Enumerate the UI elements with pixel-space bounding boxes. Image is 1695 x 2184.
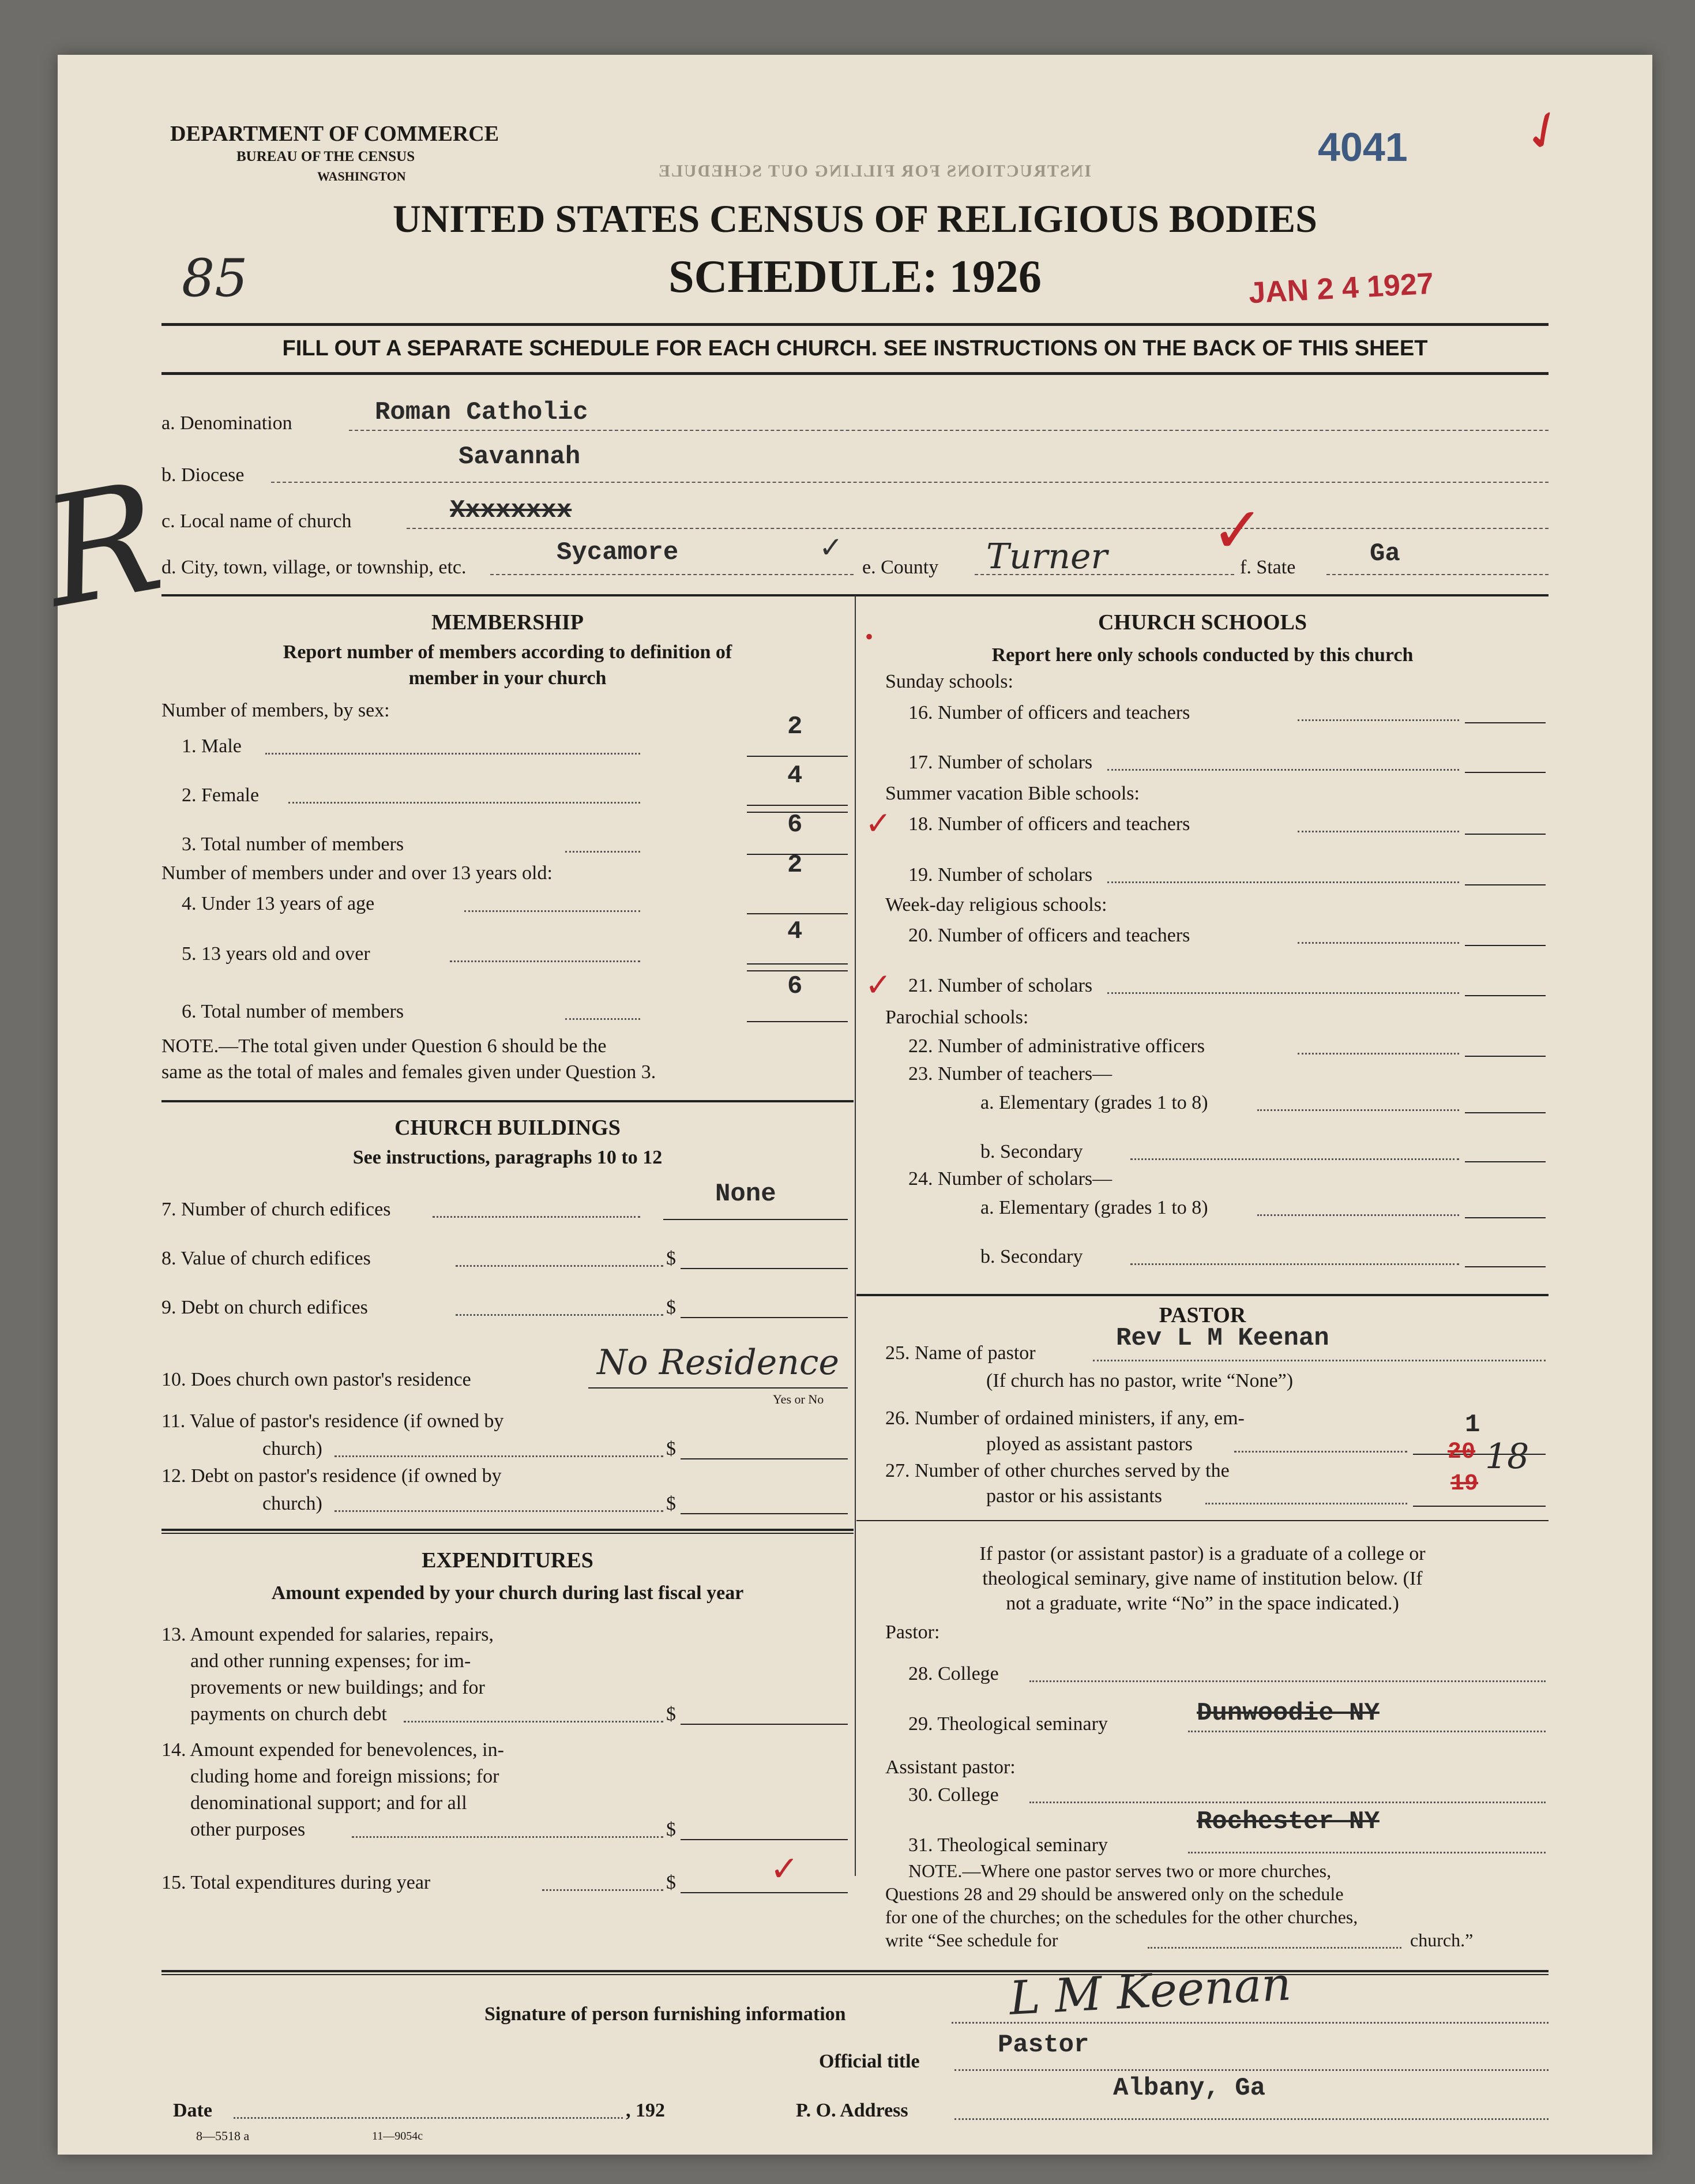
pastor-name-value: Rev L M Keenan: [1116, 1324, 1329, 1353]
state-label: f. State: [1240, 557, 1296, 578]
county-value: Turner: [986, 536, 1108, 577]
answer-line: [681, 1268, 848, 1269]
answer-line: [747, 963, 848, 965]
q13-line-1: 13. Amount expended for salaries, repairs,: [161, 1624, 494, 1645]
answer-line: [588, 1387, 848, 1389]
by-sex-label: Number of members, by sex:: [161, 700, 390, 721]
q12-label-1: 12. Debt on pastor's residence (if owned by: [161, 1465, 502, 1487]
leader-line: [1093, 1360, 1546, 1361]
schools-subtitle: Report here only schools conducted by this church: [991, 644, 1414, 666]
pastor-label: Pastor:: [885, 1622, 940, 1643]
q20-label: 20. Number of officers and teachers: [908, 925, 1190, 946]
leader-line: [1107, 992, 1459, 994]
bureau-name: BUREAU OF THE CENSUS: [236, 149, 415, 164]
by-age-label: Number of members under and over 13 years old:: [161, 862, 553, 884]
q9-label: 9. Debt on church edifices: [161, 1297, 368, 1318]
pastor-heading: PASTOR: [1159, 1303, 1246, 1327]
diocese-line: [271, 482, 1549, 483]
show-through-heading: INSTRUCTIONS FOR FILLING OUT SCHEDULE: [657, 162, 1091, 181]
total-members-label: 3. Total number of members: [182, 834, 404, 855]
leader-line: [1188, 1731, 1546, 1732]
q13-line-2: and other running expenses; for im-: [190, 1650, 471, 1672]
answer-line: [1465, 1161, 1546, 1162]
leader-line: [1298, 942, 1459, 944]
graduate-note-3: not a graduate, write “No” in the space indicated.): [1006, 1593, 1399, 1614]
q15-label: 15. Total expenditures during year: [161, 1872, 431, 1893]
po-address-label: P. O. Address: [796, 2100, 908, 2121]
dollar-sign: $: [666, 1297, 676, 1318]
leader-line: [565, 851, 640, 853]
q25-note: (If church has no pastor, write “None”): [986, 1370, 1294, 1391]
q12-label-2: church): [262, 1493, 322, 1514]
answer-line: [1465, 945, 1546, 946]
form-title: UNITED STATES CENSUS OF RELIGIOUS BODIES: [393, 197, 1317, 241]
official-title-label: Official title: [819, 2051, 920, 2072]
membership-intro-2: member in your church: [408, 667, 607, 689]
weekday-schools-label: Week-day religious schools:: [885, 894, 1107, 915]
leader-line: [542, 1889, 663, 1891]
over-13-value: 4: [787, 917, 803, 946]
red-handwritten-letter: R: [32, 450, 174, 641]
answer-line: [663, 1219, 848, 1220]
po-address-value: Albany, Ga: [1113, 2074, 1266, 2103]
q25-label: 25. Name of pastor: [885, 1342, 1036, 1364]
answer-line: [681, 1458, 848, 1459]
male-label: 1. Male: [182, 735, 242, 757]
checkmark-icon: ✓: [819, 531, 843, 564]
city-name: WASHINGTON: [317, 169, 406, 183]
expenditures-heading: EXPENDITURES: [422, 1548, 593, 1573]
q24a-label: a. Elementary (grades 1 to 8): [980, 1197, 1208, 1218]
graduate-note-1: If pastor (or assistant pastor) is a graduate of a college or: [979, 1543, 1426, 1564]
answer-line: [1465, 1112, 1546, 1113]
schedule-year: SCHEDULE: 1926: [668, 252, 1042, 302]
q29-label: 29. Theological seminary: [908, 1713, 1108, 1735]
leader-line: [456, 1265, 663, 1267]
divider-line: [856, 1294, 1549, 1296]
leader-line: [565, 1018, 640, 1020]
diocese-value: Savannah: [458, 442, 581, 471]
q13-line-4: payments on church debt: [190, 1703, 387, 1725]
received-date-stamp: JAN 2 4 1927: [1247, 267, 1435, 310]
pastor-seminary-value: Dunwoodie NY: [1197, 1699, 1380, 1728]
other-churches-struck-value-2: 19: [1450, 1471, 1479, 1497]
q17-label: 17. Number of scholars: [908, 752, 1093, 773]
red-checkmark-icon: ✓: [865, 806, 892, 841]
local-name-line: [407, 528, 1549, 529]
red-checkmark-icon: ✓: [1211, 496, 1265, 566]
q14-line-1: 14. Amount expended for benevolences, in-: [161, 1739, 504, 1761]
female-label: 2. Female: [182, 785, 260, 806]
leader-line: [1298, 831, 1459, 832]
po-address-line: [954, 2118, 1549, 2120]
membership-note-2: same as the total of males and females given under Question 3.: [161, 1061, 656, 1083]
signature-label: Signature of person furnishing information: [484, 2003, 846, 2025]
membership-heading: MEMBERSHIP: [431, 610, 584, 635]
q21-label: 21. Number of scholars: [908, 975, 1093, 996]
total-members-age-value: 6: [787, 972, 803, 1001]
answer-line: [747, 913, 848, 914]
red-checkmark-icon: ✓: [865, 967, 892, 1003]
answer-line: [1465, 722, 1546, 723]
expenditures-subtitle: Amount expended by your church during last fiscal year: [271, 1582, 744, 1604]
sunday-schools-label: Sunday schools:: [885, 671, 1013, 692]
answer-line: [1465, 834, 1546, 835]
leader-line: [1257, 1214, 1459, 1216]
official-title-line: [954, 2069, 1549, 2071]
leader-line: [1029, 1680, 1546, 1682]
answer-line: [747, 1021, 848, 1022]
official-title-value: Pastor: [998, 2031, 1089, 2059]
q10-label: 10. Does church own pastor's residence: [161, 1369, 471, 1390]
divider-line: [161, 1100, 854, 1102]
membership-note-1: NOTE.—The total given under Question 6 should be the: [161, 1035, 607, 1057]
divider-line: [161, 1529, 854, 1531]
city-line: [490, 574, 854, 575]
q27-label-1: 27. Number of other churches served by the: [885, 1460, 1230, 1481]
q23b-label: b. Secondary: [980, 1141, 1083, 1162]
q23a-label: a. Elementary (grades 1 to 8): [980, 1092, 1208, 1113]
q24b-label: b. Secondary: [980, 1246, 1083, 1267]
parochial-schools-label: Parochial schools:: [885, 1007, 1029, 1028]
divider-line: [161, 372, 1549, 375]
dollar-sign: $: [666, 1703, 676, 1725]
pastor-note-3: for one of the churches; on the schedules for the other churches,: [885, 1907, 1358, 1927]
assistant-pastor-label: Assistant pastor:: [885, 1757, 1016, 1778]
dollar-sign: $: [666, 1438, 676, 1459]
leader-line: [404, 1721, 663, 1723]
q10-value: No Residence: [597, 1342, 840, 1383]
leader-line: [1205, 1503, 1407, 1504]
total-members-value: 6: [787, 810, 803, 839]
under-13-value: 2: [787, 851, 803, 880]
q11-label-2: church): [262, 1438, 322, 1459]
city-value: Sycamore: [557, 538, 679, 567]
answer-line: [681, 1724, 848, 1725]
red-handwritten-number: 85: [182, 248, 248, 309]
q28-label: 28. College: [908, 1663, 999, 1684]
answer-line: [1465, 1056, 1546, 1057]
denomination-value: Roman Catholic: [375, 398, 588, 427]
q14-line-3: denominational support; and for all: [190, 1792, 467, 1814]
q7-value: None: [715, 1180, 776, 1209]
answer-line: [1465, 772, 1546, 773]
state-value: Ga: [1370, 539, 1400, 568]
answer-line: [1465, 1266, 1546, 1267]
yes-no-hint: Yes or No: [773, 1392, 824, 1406]
leader-line: [433, 1216, 640, 1218]
q27-label-2: pastor or his assistants: [986, 1485, 1163, 1507]
leader-line: [1188, 1852, 1546, 1853]
date-year-suffix: , 192: [626, 2100, 665, 2121]
document-number: 4041: [1318, 125, 1408, 170]
leader-line: [1107, 769, 1459, 771]
leader-line: [1298, 1053, 1459, 1055]
q31-label: 31. Theological seminary: [908, 1834, 1108, 1856]
buildings-subtitle: See instructions, paragraphs 10 to 12: [352, 1147, 663, 1168]
answer-line: [681, 1892, 848, 1893]
buildings-heading: CHURCH BUILDINGS: [394, 1116, 621, 1140]
denomination-label: a. Denomination: [161, 412, 292, 434]
leader-line: [1130, 1263, 1459, 1265]
pastor-note-1: NOTE.—Where one pastor serves two or more churches,: [908, 1860, 1332, 1881]
leader-line: [335, 1455, 663, 1457]
pastor-note-4: write “See schedule for: [885, 1930, 1058, 1950]
red-checkmark-icon: ✓: [770, 1850, 799, 1888]
diocese-label: b. Diocese: [161, 464, 245, 486]
q24-label: 24. Number of scholars—: [908, 1168, 1113, 1189]
q13-line-3: provements or new buildings; and for: [190, 1677, 485, 1698]
q26-label-1: 26. Number of ordained ministers, if any, em-: [885, 1408, 1245, 1429]
denomination-line: [349, 430, 1549, 431]
q14-line-2: cluding home and foreign missions; for: [190, 1766, 499, 1787]
date-line: [234, 2117, 623, 2119]
pastor-note-5: church.”: [1410, 1930, 1474, 1950]
leader-line: [1107, 881, 1459, 883]
divider-line: [161, 1974, 1549, 1975]
leader-line: [265, 753, 640, 755]
answer-line: [1465, 995, 1546, 996]
pastor-note-2: Questions 28 and 29 should be answered only on the schedule: [885, 1883, 1344, 1904]
q18-label: 18. Number of officers and teachers: [908, 813, 1190, 835]
q22-label: 22. Number of administrative officers: [908, 1035, 1205, 1057]
dollar-sign: $: [666, 1493, 676, 1514]
leader-line: [456, 1314, 663, 1316]
column-divider: [855, 595, 856, 1876]
q11-label-1: 11. Value of pastor's residence (if owned by: [161, 1410, 504, 1432]
county-label: e. County: [862, 557, 939, 578]
leader-line: [288, 802, 640, 804]
q8-label: 8. Value of church edifices: [161, 1248, 371, 1269]
under-13-label: 4. Under 13 years of age: [182, 893, 375, 914]
department-name: DEPARTMENT OF COMMERCE: [170, 122, 499, 146]
leader-line: [464, 910, 640, 912]
signature-value: L M Keenan: [1008, 1957, 1293, 2025]
assistant-seminary-value: Rochester NY: [1197, 1807, 1380, 1836]
leader-line: [335, 1510, 663, 1512]
answer-line: [747, 970, 848, 971]
graduate-note-2: theological seminary, give name of institution below. (If: [982, 1568, 1423, 1589]
local-name-label: c. Local name of church: [161, 511, 352, 532]
assistant-pastors-value: 1: [1465, 1410, 1480, 1439]
state-line: [1326, 574, 1549, 575]
q7-label: 7. Number of church edifices: [161, 1199, 391, 1220]
divider-line: [161, 323, 1549, 326]
answer-line: [747, 756, 848, 757]
other-churches-value: 18: [1485, 1436, 1529, 1477]
answer-line: [681, 1317, 848, 1318]
q16-label: 16. Number of officers and teachers: [908, 702, 1190, 723]
leader-line: [352, 1836, 663, 1838]
other-churches-struck-value: 20: [1448, 1439, 1476, 1465]
q19-label: 19. Number of scholars: [908, 864, 1093, 885]
q26-label-2: ployed as assistant pastors: [986, 1434, 1193, 1455]
over-13-label: 5. 13 years old and over: [182, 943, 370, 965]
q14-line-4: other purposes: [190, 1819, 306, 1840]
red-dot-mark: •: [865, 624, 874, 650]
schools-heading: CHURCH SCHOOLS: [1098, 610, 1307, 635]
divider-line: [161, 1533, 854, 1534]
dollar-sign: $: [666, 1248, 676, 1269]
summer-schools-label: Summer vacation Bible schools:: [885, 783, 1140, 804]
census-schedule-sheet: [32, 55, 1652, 2155]
divider-line: [161, 1970, 1549, 1972]
city-label: d. City, town, village, or township, etc.: [161, 557, 467, 578]
leader-line: [1148, 1947, 1401, 1949]
leader-line: [450, 960, 640, 962]
leader-line: [1130, 1158, 1459, 1160]
answer-line: [1465, 884, 1546, 885]
leader-line: [1234, 1451, 1407, 1453]
answer-line: [1413, 1506, 1546, 1507]
answer-line: [681, 1513, 848, 1514]
leader-line: [1257, 1109, 1459, 1111]
form-number: 8—5518 a: [196, 2129, 250, 2143]
answer-line: [681, 1839, 848, 1840]
print-number: 11—9054c: [372, 2130, 423, 2142]
answer-line: [1465, 1217, 1546, 1218]
q30-label: 30. College: [908, 1784, 999, 1806]
local-name-value-struck: Xxxxxxxx: [450, 496, 572, 525]
date-label: Date: [173, 2100, 212, 2121]
answer-line: [747, 805, 848, 806]
membership-intro-1: Report number of members according to definition of: [283, 641, 732, 663]
dollar-sign: $: [666, 1819, 676, 1840]
divider-line: [856, 1520, 1549, 1521]
q23-label: 23. Number of teachers—: [908, 1063, 1113, 1085]
male-value: 2: [787, 712, 803, 741]
leader-line: [1298, 719, 1459, 721]
total-members-age-label: 6. Total number of members: [182, 1001, 404, 1022]
female-value: 4: [787, 761, 803, 790]
instruction-banner: FILL OUT A SEPARATE SCHEDULE FOR EACH CHURCH. SEE INSTRUCTIONS ON THE BACK OF THIS SHEET: [282, 336, 1428, 361]
red-checkmark-icon: ✓: [1513, 96, 1577, 167]
dollar-sign: $: [666, 1872, 676, 1893]
leader-line: [1029, 1802, 1546, 1803]
